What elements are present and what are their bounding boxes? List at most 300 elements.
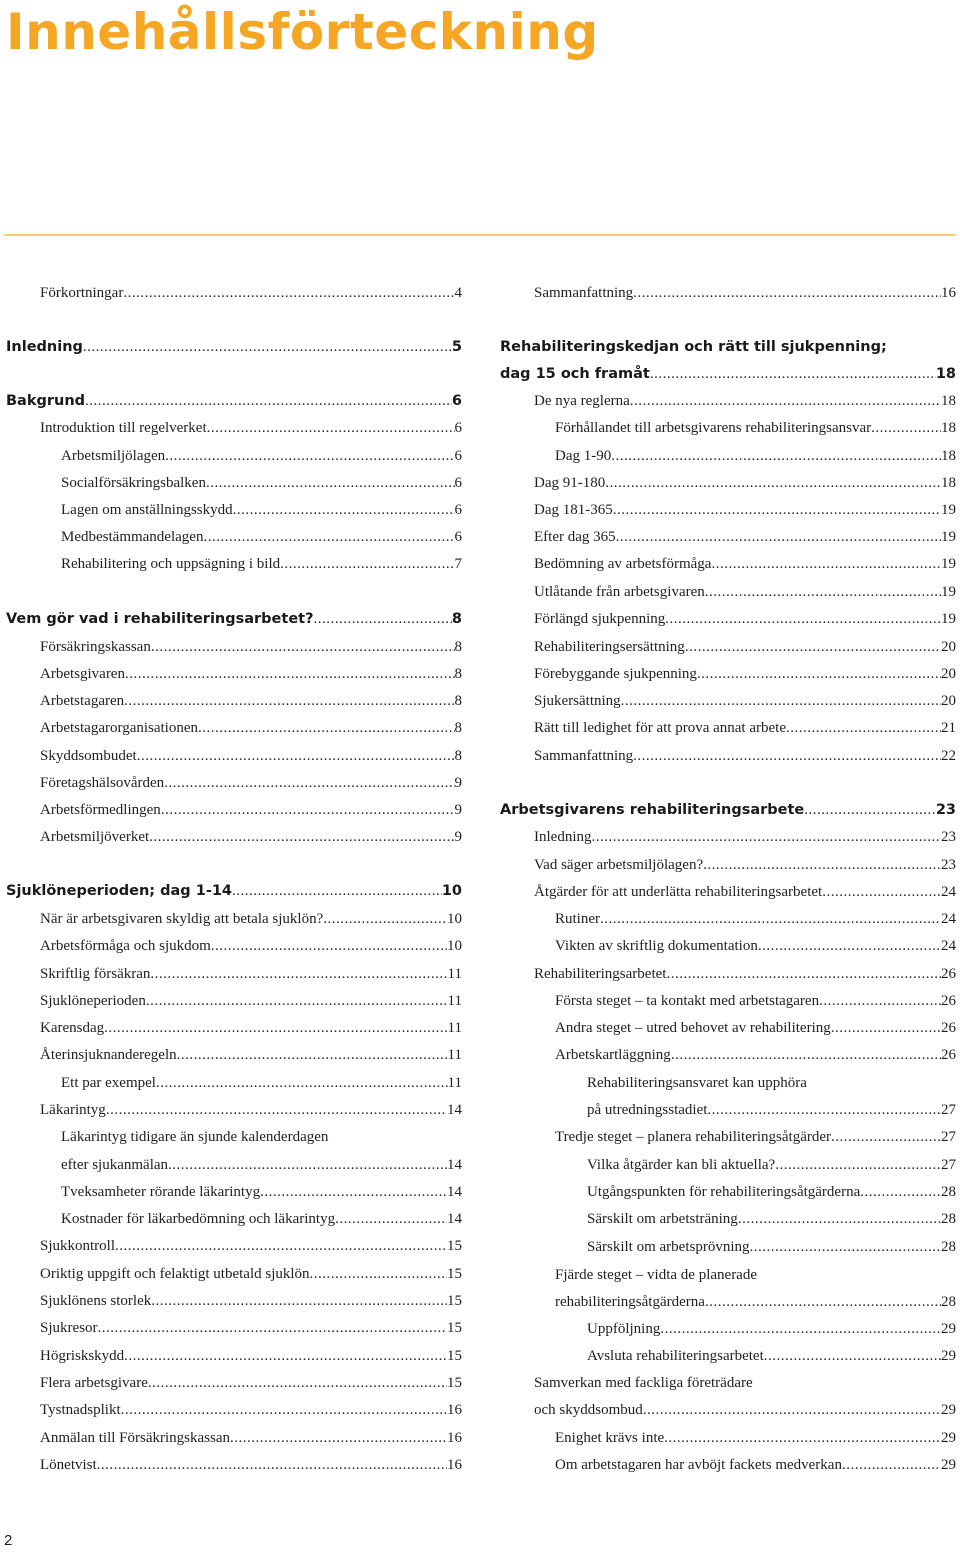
- toc-entry[interactable]: [500, 1292, 956, 1312]
- toc-entry-page: 23: [935, 802, 956, 818]
- toc-section-heading[interactable]: [0, 337, 462, 357]
- toc-entry-label: Sjuklönens storlek: [40, 1293, 152, 1309]
- toc-entry-page: 14: [447, 1102, 462, 1118]
- toc-entry[interactable]: [0, 1018, 462, 1038]
- dot-leader: [758, 936, 941, 956]
- toc-entry-label: Sjukkontroll: [40, 1238, 116, 1254]
- toc-entry-label: Åtgärder för att underlätta rehabiliteringsarbetet: [534, 884, 823, 900]
- dot-leader: [148, 1373, 447, 1393]
- toc-entry-label: Skyddsombudet: [40, 748, 137, 764]
- toc-entry-label: Samverkan med fackliga företrädare: [534, 1375, 753, 1391]
- toc-entry[interactable]: [500, 1209, 956, 1229]
- toc-entry-label: Arbetsmiljöverket: [40, 829, 150, 845]
- toc-entry-page: 8: [454, 693, 462, 709]
- dot-leader: [151, 1291, 447, 1311]
- dot-leader: [121, 1400, 447, 1420]
- toc-entry-label: Arbetstagaren: [40, 693, 125, 709]
- toc-section-heading[interactable]: [500, 337, 956, 357]
- dot-leader: [335, 1209, 447, 1229]
- toc-entry-label: Utgångspunkten för rehabiliteringsåtgärderna: [587, 1184, 861, 1200]
- toc-entry-label: Medbestämmandelagen: [61, 529, 204, 545]
- toc-entry[interactable]: [0, 827, 462, 847]
- dot-leader: [697, 664, 941, 684]
- toc-entry-label: Andra steget – utred behovet av rehabilitering: [555, 1020, 831, 1036]
- toc-entry-page: 19: [941, 584, 956, 600]
- dot-leader: [123, 283, 454, 303]
- toc-entry-page: 28: [941, 1239, 956, 1255]
- page-number: 2: [4, 1532, 13, 1549]
- toc-entry-page: 10: [447, 938, 462, 954]
- toc-entry-label: De nya reglerna: [534, 393, 630, 409]
- toc-entry-page: 16: [447, 1402, 462, 1418]
- toc-entry-label: Högriskskydd: [40, 1348, 125, 1364]
- dot-leader: [831, 1127, 941, 1147]
- toc-entry-label: Försäkringskassan: [40, 639, 151, 655]
- dot-leader: [137, 746, 455, 766]
- toc-entry[interactable]: [500, 1155, 956, 1175]
- dot-leader: [842, 1455, 941, 1475]
- toc-entry-page: 29: [941, 1457, 956, 1473]
- toc-entry[interactable]: [500, 991, 956, 1011]
- dot-leader: [685, 637, 941, 657]
- toc-entry[interactable]: [500, 1265, 956, 1285]
- toc-entry-label: Särskilt om arbetsträning: [587, 1211, 738, 1227]
- toc-entry-label: Återinsjuknanderegeln: [40, 1047, 177, 1063]
- toc-entry-label: Anmälan till Försäkringskassan: [40, 1430, 230, 1446]
- toc-entry[interactable]: [0, 1182, 462, 1202]
- dot-leader: [230, 1428, 447, 1448]
- toc-entry[interactable]: [500, 1018, 956, 1038]
- toc-entry-page: 18: [941, 475, 956, 491]
- toc-entry-page: 6: [451, 393, 462, 409]
- toc-entry-page: 24: [941, 938, 956, 954]
- dot-leader: [660, 1319, 941, 1339]
- dot-leader: [621, 691, 941, 711]
- dot-leader: [125, 664, 455, 684]
- toc-entry-label: Dag 181-365: [534, 502, 613, 518]
- toc-entry-label: Sjukersättning: [534, 693, 621, 709]
- toc-entry[interactable]: [0, 1155, 462, 1175]
- toc-entry-page: 20: [941, 639, 956, 655]
- toc-entry-label: Förebyggande sjukpenning: [534, 666, 697, 682]
- toc-entry-label: Utlåtande från arbetsgivaren: [534, 584, 705, 600]
- toc-entry[interactable]: [0, 1455, 462, 1475]
- toc-entry[interactable]: [0, 691, 462, 711]
- toc-entry-label: Rehabiliteringsansvaret kan upphöra: [587, 1075, 807, 1091]
- toc-entry-page: 27: [941, 1157, 956, 1173]
- toc-entry[interactable]: [0, 1127, 462, 1147]
- toc-entry-page: 15: [447, 1293, 462, 1309]
- toc-entry[interactable]: [500, 691, 956, 711]
- toc-entry-label: Sjukresor: [40, 1320, 98, 1336]
- toc-entry[interactable]: [0, 964, 462, 984]
- dot-leader: [106, 1100, 447, 1120]
- dot-leader: [233, 500, 455, 520]
- toc-entry-label: Rehabiliteringskedjan och rätt till sjukpenning;: [500, 339, 887, 355]
- toc-entry[interactable]: [500, 609, 956, 629]
- toc-entry[interactable]: [500, 418, 956, 438]
- dot-leader: [156, 1073, 448, 1093]
- toc-entry-label: Socialförsäkringsbalken: [61, 475, 206, 491]
- dot-leader: [168, 1155, 447, 1175]
- toc-entry-page: 19: [941, 556, 956, 572]
- dot-leader: [630, 391, 941, 411]
- toc-entry-label: Särskilt om arbetsprövning: [587, 1239, 750, 1255]
- toc-entry[interactable]: [500, 936, 956, 956]
- toc-entry-page: 14: [447, 1184, 462, 1200]
- toc-entry[interactable]: [500, 1319, 956, 1339]
- toc-entry[interactable]: [500, 554, 956, 574]
- dot-leader: [151, 637, 455, 657]
- toc-entry-page: 26: [941, 966, 956, 982]
- toc-entry-page: 4: [454, 285, 462, 301]
- toc-entry-page: 9: [454, 802, 462, 818]
- toc-entry-page: 9: [454, 829, 462, 845]
- toc-entry[interactable]: [500, 1455, 956, 1475]
- toc-entry[interactable]: [0, 554, 462, 574]
- toc-entry[interactable]: [500, 746, 956, 766]
- dot-leader: [98, 1318, 448, 1338]
- toc-entry[interactable]: [0, 746, 462, 766]
- toc-entry-page: 6: [454, 420, 462, 436]
- dot-leader: [314, 609, 452, 629]
- toc-entry-page: 29: [941, 1321, 956, 1337]
- toc-entry-label: Vem gör vad i rehabiliteringsarbetet?: [6, 611, 314, 627]
- dot-leader: [643, 1400, 941, 1420]
- dot-leader: [280, 554, 454, 574]
- toc-entry-page: 16: [941, 285, 956, 301]
- toc-entry-page: 21: [941, 720, 956, 736]
- toc-entry[interactable]: [0, 718, 462, 738]
- toc-section-heading[interactable]: [0, 391, 462, 411]
- toc-entry-label: Oriktig uppgift och felaktigt utbetald sjuklön: [40, 1266, 310, 1282]
- dot-leader: [633, 283, 941, 303]
- toc-section-heading[interactable]: [0, 881, 462, 901]
- toc-entry[interactable]: [500, 1346, 956, 1366]
- toc-entry-page: 24: [941, 884, 956, 900]
- toc-entry-label: Vilka åtgärder kan bli aktuella?: [587, 1157, 776, 1173]
- toc-entry-page: 10: [441, 883, 462, 899]
- toc-entry-page: 5: [451, 339, 462, 355]
- dot-leader: [146, 991, 448, 1011]
- toc-entry-label: Skriftlig försäkran: [40, 966, 151, 982]
- toc-entry[interactable]: [0, 664, 462, 684]
- toc-entry[interactable]: [500, 1237, 956, 1257]
- dot-leader: [83, 337, 452, 357]
- dot-leader: [650, 364, 936, 384]
- toc-entry[interactable]: [500, 964, 956, 984]
- dot-leader: [592, 827, 942, 847]
- dot-leader: [164, 773, 454, 793]
- toc-entry-page: 28: [941, 1211, 956, 1227]
- toc-entry[interactable]: [0, 1318, 462, 1338]
- toc-entry-label: Sjuklöneperioden; dag 1-14: [6, 883, 233, 899]
- toc-entry-page: 19: [941, 611, 956, 627]
- toc-entry-page: 26: [941, 993, 956, 1009]
- toc-entry-page: 11: [447, 1020, 462, 1036]
- toc-entry-label: Kostnader för läkarbedömning och läkarintyg: [61, 1211, 336, 1227]
- toc-entry[interactable]: [0, 936, 462, 956]
- dot-leader: [323, 909, 447, 929]
- toc-entry-label: Företagshälsovården: [40, 775, 165, 791]
- toc-entry-label: Sammanfattning: [534, 285, 634, 301]
- dot-leader: [104, 1018, 447, 1038]
- toc-entry-label: Sammanfattning: [534, 748, 634, 764]
- toc-entry[interactable]: [0, 909, 462, 929]
- toc-entry-page: 29: [941, 1402, 956, 1418]
- toc-entry[interactable]: [500, 882, 956, 902]
- toc-entry-page: 11: [447, 1047, 462, 1063]
- toc-entry-label: Bedömning av arbetsförmåga: [534, 556, 712, 572]
- dot-leader: [124, 1346, 447, 1366]
- toc-entry-label: Ett par exempel: [61, 1075, 156, 1091]
- toc-entry-page: 16: [447, 1457, 462, 1473]
- dot-leader: [605, 473, 941, 493]
- toc-entry-page: 23: [941, 829, 956, 845]
- toc-entry[interactable]: [0, 991, 462, 1011]
- toc-entry[interactable]: [500, 1073, 956, 1093]
- dot-leader: [206, 473, 455, 493]
- toc-entry-page: 29: [941, 1348, 956, 1364]
- toc-entry-page: 16: [447, 1430, 462, 1446]
- toc-entry-label: Introduktion till regelverket: [40, 420, 207, 436]
- toc-entry-label: Flera arbetsgivare: [40, 1375, 148, 1391]
- toc-entry-page: 8: [451, 611, 462, 627]
- toc-entry-label: Inledning: [534, 829, 592, 845]
- toc-entry[interactable]: [0, 1045, 462, 1065]
- toc-entry-page: 8: [454, 666, 462, 682]
- toc-entry-page: 26: [941, 1020, 956, 1036]
- toc-entry[interactable]: [500, 664, 956, 684]
- dot-leader: [611, 446, 941, 466]
- toc-entry-label: Fjärde steget – vidta de planerade: [555, 1267, 758, 1283]
- toc-entry-page: 19: [941, 502, 956, 518]
- toc-entry[interactable]: [500, 1045, 956, 1065]
- toc-entry-label: Bakgrund: [6, 393, 86, 409]
- toc-entry-page: 27: [941, 1129, 956, 1145]
- dot-leader: [666, 964, 941, 984]
- toc-entry-label: Läkarintyg tidigare än sjunde kalenderdagen: [61, 1129, 329, 1145]
- dot-leader: [633, 746, 941, 766]
- toc-entry-page: 11: [447, 1075, 462, 1091]
- toc-entry-label: Förhållandet till arbetsgivarens rehabiliteringsansvar: [555, 420, 872, 436]
- toc-entry-label: Rehabiliteringsersättning: [534, 639, 685, 655]
- dot-leader: [232, 881, 442, 901]
- toc-entry-page: 8: [454, 748, 462, 764]
- toc-entry-label: Arbetskartläggning: [555, 1047, 671, 1063]
- toc-entry-label: Läkarintyg: [40, 1102, 106, 1118]
- toc-entry-page: 15: [447, 1238, 462, 1254]
- toc-entry-label: Arbetsgivarens rehabiliteringsarbete: [500, 802, 805, 818]
- toc-entry[interactable]: [0, 418, 462, 438]
- toc-entry-page: 6: [454, 448, 462, 464]
- toc-entry-label: Vad säger arbetsmiljölagen?: [534, 857, 704, 873]
- toc-entry-label: När är arbetsgivaren skyldig att betala sjuklön?: [40, 911, 324, 927]
- dot-leader: [664, 1428, 941, 1448]
- dot-leader: [705, 582, 941, 602]
- dot-leader: [203, 527, 454, 547]
- toc-entry-label: Vikten av skriftlig dokumentation: [555, 938, 758, 954]
- toc-entry[interactable]: [0, 1100, 462, 1120]
- toc-entry[interactable]: [500, 827, 956, 847]
- toc-entry-page: 18: [935, 366, 956, 382]
- toc-entry-label: Rehabiliteringsarbetet: [534, 966, 667, 982]
- toc-entry-page: 20: [941, 693, 956, 709]
- dot-leader: [705, 1292, 941, 1312]
- dot-leader: [871, 418, 941, 438]
- toc-entry-page: 26: [941, 1047, 956, 1063]
- toc-entry[interactable]: [0, 1073, 462, 1093]
- dot-leader: [860, 1182, 941, 1202]
- dot-leader: [822, 882, 941, 902]
- toc-entry[interactable]: [0, 637, 462, 657]
- toc-entry-label: på utredningsstadiet: [587, 1102, 708, 1118]
- toc-entry-label: Tystnadsplikt: [40, 1402, 121, 1418]
- toc-entry[interactable]: [500, 446, 956, 466]
- toc-entry-label: Om arbetstagaren har avböjt fackets medverkan: [555, 1457, 842, 1473]
- dot-leader: [786, 718, 941, 738]
- toc-entry-page: 6: [454, 502, 462, 518]
- dot-leader: [804, 800, 936, 820]
- toc-entry-label: rehabiliteringsåtgärderna: [555, 1294, 705, 1310]
- toc-entry-label: Enighet krävs inte: [555, 1430, 665, 1446]
- toc-entry-page: 23: [941, 857, 956, 873]
- dot-leader: [707, 1100, 941, 1120]
- toc-section-heading[interactable]: [500, 800, 956, 820]
- toc-entry[interactable]: [0, 1346, 462, 1366]
- toc-entry-label: Dag 1-90: [555, 448, 612, 464]
- toc-entry-page: 10: [447, 911, 462, 927]
- toc-entry-page: 11: [447, 966, 462, 982]
- dot-leader: [775, 1155, 941, 1175]
- toc-entry-page: 14: [447, 1211, 462, 1227]
- toc-entry[interactable]: [500, 855, 956, 875]
- toc-entry-page: 15: [447, 1348, 462, 1364]
- dot-leader: [831, 1018, 941, 1038]
- dot-leader: [616, 527, 941, 547]
- toc-entry-label: Rätt till ledighet för att prova annat arbete: [534, 720, 786, 736]
- toc-entry[interactable]: [0, 1428, 462, 1448]
- toc-entry[interactable]: [500, 283, 956, 303]
- toc-entry-label: Arbetsförmedlingen: [40, 802, 161, 818]
- toc-entry-label: Arbetstagarorganisationen: [40, 720, 199, 736]
- dot-leader: [613, 500, 941, 520]
- toc-section-heading[interactable]: [500, 364, 956, 384]
- toc-entry[interactable]: [0, 1264, 462, 1284]
- toc-entry[interactable]: [500, 527, 956, 547]
- toc-section-heading[interactable]: [0, 609, 462, 629]
- dot-leader: [260, 1182, 447, 1202]
- toc-entry[interactable]: [500, 582, 956, 602]
- toc-entry[interactable]: [0, 473, 462, 493]
- toc-entry-label: Efter dag 365: [534, 529, 616, 545]
- toc-entry-label: Rutiner: [555, 911, 600, 927]
- toc-entry-page: 18: [941, 420, 956, 436]
- toc-entry-label: Tveksamheter rörande läkarintyg: [61, 1184, 261, 1200]
- toc-entry-label: dag 15 och framåt: [500, 366, 650, 382]
- toc-entry-page: 11: [447, 993, 462, 1009]
- toc-entry-label: Arbetsmiljölagen: [61, 448, 166, 464]
- dot-leader: [85, 391, 452, 411]
- dot-leader: [124, 691, 454, 711]
- toc-entry-page: 27: [941, 1102, 956, 1118]
- toc-entry-label: Uppföljning: [587, 1321, 661, 1337]
- toc-entry-page: 24: [941, 911, 956, 927]
- toc-entry[interactable]: [500, 718, 956, 738]
- toc-entry[interactable]: [500, 1127, 956, 1147]
- toc-entry[interactable]: [0, 1373, 462, 1393]
- toc-entry[interactable]: [500, 637, 956, 657]
- toc-entry-label: Första steget – ta kontakt med arbetstagaren: [555, 993, 820, 1009]
- toc-entry-page: 8: [454, 720, 462, 736]
- toc-entry-page: 8: [454, 639, 462, 655]
- toc-entry-label: Arbetsgivaren: [40, 666, 125, 682]
- page-title: Innehållsförteckning: [6, 3, 599, 61]
- toc-entry-label: Tredje steget – planera rehabiliteringsåtgärder: [555, 1129, 832, 1145]
- toc-entry[interactable]: [500, 1182, 956, 1202]
- toc-entry-page: 6: [454, 529, 462, 545]
- toc-entry-page: 6: [454, 475, 462, 491]
- dot-leader: [738, 1209, 941, 1229]
- toc-entry[interactable]: [0, 1400, 462, 1420]
- dot-leader: [665, 609, 941, 629]
- toc-entry[interactable]: [0, 800, 462, 820]
- toc-entry[interactable]: [0, 1291, 462, 1311]
- toc-entry-page: 7: [454, 556, 462, 572]
- toc-entry[interactable]: [500, 473, 956, 493]
- dot-leader: [671, 1045, 941, 1065]
- toc-entry[interactable]: [500, 391, 956, 411]
- dot-leader: [819, 991, 941, 1011]
- toc-entry-page: 20: [941, 666, 956, 682]
- toc-entry[interactable]: [0, 283, 462, 303]
- toc-entry-label: Avsluta rehabiliteringsarbetet: [587, 1348, 764, 1364]
- dot-leader: [749, 1237, 941, 1257]
- toc-entry[interactable]: [0, 1209, 462, 1229]
- dot-leader: [211, 936, 447, 956]
- toc-entry[interactable]: [0, 500, 462, 520]
- dot-leader: [764, 1346, 941, 1366]
- toc-entry[interactable]: [0, 446, 462, 466]
- toc-entry-page: 9: [454, 775, 462, 791]
- dot-leader: [310, 1264, 447, 1284]
- dot-leader: [207, 418, 455, 438]
- dot-leader: [150, 964, 447, 984]
- toc-entry[interactable]: [500, 909, 956, 929]
- toc-entry[interactable]: [500, 1428, 956, 1448]
- dot-leader: [161, 800, 455, 820]
- dot-leader: [177, 1045, 448, 1065]
- toc-entry[interactable]: [500, 1400, 956, 1420]
- dot-leader: [600, 909, 941, 929]
- toc-entry-label: Inledning: [6, 339, 83, 355]
- toc-entry-page: 15: [447, 1320, 462, 1336]
- dot-leader: [165, 446, 454, 466]
- toc-entry[interactable]: [0, 527, 462, 547]
- toc-entry-page: 19: [941, 529, 956, 545]
- toc-entry-page: 29: [941, 1430, 956, 1446]
- dot-leader: [115, 1236, 447, 1256]
- toc-entry-label: Sjuklöneperioden: [40, 993, 146, 1009]
- toc-entry[interactable]: [0, 773, 462, 793]
- toc-entry-page: 15: [447, 1375, 462, 1391]
- toc-entry[interactable]: [0, 1236, 462, 1256]
- toc-entry[interactable]: [500, 1373, 956, 1393]
- toc-entry-label: Lönetvist: [40, 1457, 97, 1473]
- toc-entry[interactable]: [500, 500, 956, 520]
- toc-entry[interactable]: [500, 1100, 956, 1120]
- toc-entry-page: 28: [941, 1294, 956, 1310]
